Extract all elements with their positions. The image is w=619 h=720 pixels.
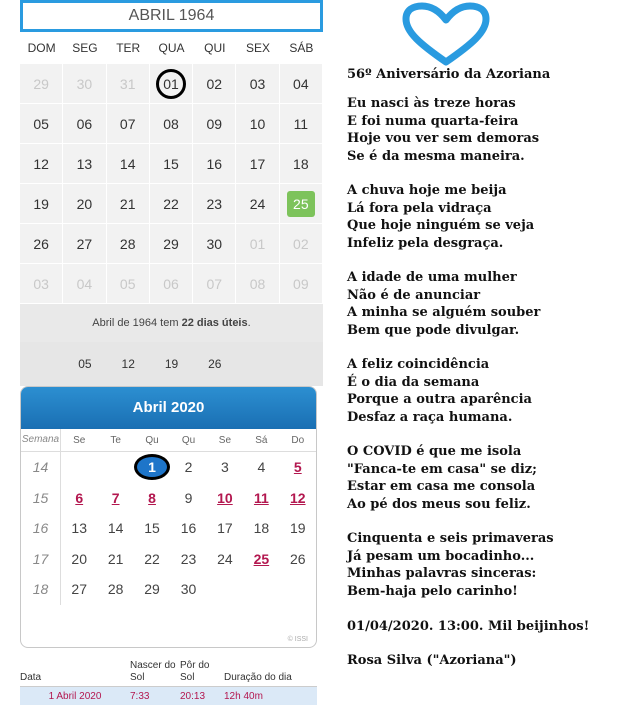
day-number: 23 <box>180 550 197 567</box>
sunday-date: 26 <box>208 357 222 371</box>
day-number: 14 <box>107 520 124 536</box>
day-number: 8 <box>148 489 156 506</box>
day-number: 13 <box>76 155 93 172</box>
day-cell[interactable] <box>61 544 97 575</box>
day-number: 3 <box>221 459 229 475</box>
day-cell[interactable] <box>193 144 236 184</box>
day-cell[interactable] <box>61 483 97 514</box>
day-cell[interactable] <box>134 452 170 483</box>
day-number: 24 <box>217 550 233 567</box>
day-cell[interactable] <box>97 483 133 514</box>
day-number: 16 <box>180 520 197 536</box>
day-cell[interactable] <box>207 513 243 544</box>
day-cell[interactable] <box>243 452 279 483</box>
day-cell[interactable] <box>63 224 106 264</box>
day-cell[interactable] <box>97 513 133 544</box>
day-number: 30 <box>206 235 223 252</box>
day-number: 11 <box>253 489 269 506</box>
poem-line: Que hoje ninguém se veja <box>347 218 535 234</box>
day-cell[interactable] <box>150 64 193 104</box>
weekday-label: QUI <box>204 41 226 55</box>
note-suffix: . <box>247 317 251 329</box>
day-cell[interactable] <box>280 544 316 575</box>
day-number: 28 <box>119 235 136 252</box>
note-text: Abril de 1964 tem <box>92 317 182 329</box>
day-number: 12 <box>33 155 49 172</box>
day-cell[interactable] <box>150 264 193 304</box>
day-cell[interactable] <box>150 224 193 264</box>
day-number: 20 <box>71 550 87 567</box>
day-number: 24 <box>249 195 266 212</box>
day-cell <box>207 574 243 605</box>
day-number: 03 <box>33 275 49 292</box>
calendar-2020-weekday-header <box>21 429 316 452</box>
day-number: 4 <box>257 459 266 475</box>
poem-stanza <box>347 530 615 600</box>
poem-title: 56º Aniversário da Azoriana <box>347 67 551 82</box>
day-number: 01 <box>249 235 266 252</box>
day-cell[interactable] <box>193 264 236 304</box>
day-cell[interactable] <box>134 544 170 575</box>
poem-line: Lá fora pela vidraça <box>347 200 492 216</box>
poem-stanza <box>347 356 615 426</box>
weekday-label: Do <box>291 434 305 446</box>
day-cell[interactable] <box>207 452 243 483</box>
calendar-footer-credit: © ISSI <box>287 636 308 643</box>
day-cell[interactable] <box>170 544 206 575</box>
week-column-label: Semana <box>21 429 61 451</box>
poem-line: Porque a outra aparência <box>347 392 532 408</box>
day-cell[interactable] <box>280 64 323 104</box>
day-number: 30 <box>180 581 197 597</box>
day-number: 27 <box>76 235 93 252</box>
day-cell[interactable] <box>150 104 193 144</box>
sunday-date: 05 <box>78 357 92 371</box>
day-cell[interactable] <box>107 104 150 144</box>
calendar-1964-weekday-header <box>20 32 323 64</box>
day-cell[interactable] <box>63 184 106 224</box>
poem-line: Bem-haja pelo carinho! <box>347 583 518 599</box>
day-number: 18 <box>293 155 309 172</box>
day-cell[interactable] <box>107 144 150 184</box>
poem-line: Já pesam um bocadinho... <box>347 548 535 564</box>
day-cell[interactable] <box>170 513 206 544</box>
column-header-date: Data <box>20 672 42 683</box>
week-row <box>21 483 316 514</box>
day-number: 5 <box>293 459 302 475</box>
weekday-label: Qu <box>145 434 159 446</box>
poem-line: Eu nasci às treze horas <box>347 96 516 112</box>
day-number: 13 <box>71 520 87 536</box>
day-cell[interactable] <box>207 483 243 514</box>
day-cell[interactable] <box>236 184 279 224</box>
day-cell[interactable] <box>236 264 279 304</box>
day-cell[interactable] <box>134 574 170 605</box>
poem-line: A idade de uma mulher <box>347 270 517 286</box>
day-number: 21 <box>119 195 136 212</box>
poem <box>347 66 615 687</box>
day-number: 10 <box>217 489 233 506</box>
day-number: 07 <box>206 275 223 292</box>
calendar-1964-title: ABRIL 1964 <box>20 0 323 32</box>
day-cell[interactable] <box>20 64 63 104</box>
day-cell[interactable] <box>63 144 106 184</box>
day-cell[interactable] <box>97 544 133 575</box>
poem-line: É o dia da semana <box>347 374 480 390</box>
day-number: 12 <box>289 489 306 506</box>
day-number: 19 <box>289 520 306 536</box>
day-number: 09 <box>206 115 223 132</box>
heart-icon <box>400 2 492 68</box>
poem-line: Cinquenta e seis primaveras <box>347 531 554 547</box>
day-number: 11 <box>293 115 309 132</box>
day-number: 01 <box>163 75 179 92</box>
day-number: 27 <box>71 581 87 597</box>
day-cell[interactable] <box>170 452 206 483</box>
weekday-label: SÁB <box>289 41 314 55</box>
day-number: 05 <box>33 115 49 132</box>
column-header-sunset: Pôr do Sol <box>180 660 210 683</box>
day-number: 2 <box>184 459 193 475</box>
poem-line: E foi numa quarta-feira <box>347 113 519 129</box>
poem-line: Estar em casa me consola <box>347 479 536 495</box>
weekday-label: DOM <box>27 41 56 55</box>
day-number: 23 <box>206 195 223 212</box>
poem-line: O COVID é que me isola <box>347 444 522 460</box>
day-cell[interactable] <box>280 144 323 184</box>
column-header-sunrise: Nascer do Sol <box>130 660 176 683</box>
day-number: 19 <box>33 195 49 212</box>
day-cell[interactable] <box>280 184 323 224</box>
day-number: 15 <box>163 155 179 172</box>
day-cell <box>243 574 279 605</box>
day-number: 9 <box>184 489 193 506</box>
poem-date-line: 01/04/2020. 13:00. Mil beijinhos! <box>347 618 590 634</box>
day-cell[interactable] <box>236 104 279 144</box>
day-number: 17 <box>217 520 233 536</box>
day-cell[interactable] <box>97 574 133 605</box>
weekday-label: Se <box>73 434 86 446</box>
poem-line: Minhas palavras sinceras: <box>347 566 537 582</box>
weekday-label: Te <box>110 434 121 446</box>
week-number: 16 <box>21 513 61 544</box>
day-cell[interactable] <box>236 224 279 264</box>
poem-stanza <box>347 269 615 339</box>
column-header-daylength: Duração do dia <box>224 672 292 683</box>
day-cell[interactable] <box>243 513 279 544</box>
day-cell[interactable] <box>107 264 150 304</box>
day-cell[interactable] <box>193 184 236 224</box>
poem-line: "Fanca-te em casa" se diz; <box>347 461 537 477</box>
day-cell <box>97 452 133 483</box>
week-number: 14 <box>21 452 61 483</box>
sunrise-sunset-table <box>20 652 317 705</box>
day-cell[interactable] <box>280 452 316 483</box>
day-cell[interactable] <box>170 483 206 514</box>
working-days-note <box>20 304 323 342</box>
day-number: 15 <box>144 520 160 536</box>
poem-line: Se é da mesma maneira. <box>347 148 525 164</box>
poem-line: Desfaz a raça humana. <box>347 409 513 425</box>
poem-stanza <box>347 443 615 513</box>
sun-table-header <box>20 652 317 687</box>
day-number: 25 <box>293 195 309 212</box>
day-number: 16 <box>206 155 223 172</box>
day-number: 10 <box>249 115 266 132</box>
weekday-label: Sá <box>255 434 268 446</box>
week-row <box>21 452 316 483</box>
day-cell[interactable] <box>107 64 150 104</box>
day-number: 31 <box>119 75 136 92</box>
day-number: 05 <box>119 275 136 292</box>
poem-line: Hoje vou ver sem demoras <box>347 131 540 147</box>
day-number: 25 <box>253 550 270 567</box>
day-cell[interactable] <box>63 264 106 304</box>
day-number: 26 <box>289 550 306 567</box>
week-row <box>21 574 316 605</box>
day-number: 26 <box>33 235 49 252</box>
day-cell[interactable] <box>107 184 150 224</box>
day-number: 04 <box>293 75 309 92</box>
day-number: 1 <box>148 459 156 475</box>
day-cell[interactable] <box>20 264 63 304</box>
note-bold-count: 22 dias úteis <box>181 317 248 329</box>
day-cell[interactable] <box>63 64 106 104</box>
day-cell[interactable] <box>63 104 106 144</box>
day-cell[interactable] <box>20 104 63 144</box>
calendar-april-1964 <box>20 0 323 386</box>
day-cell[interactable] <box>243 483 279 514</box>
day-cell[interactable] <box>280 483 316 514</box>
day-cell[interactable] <box>134 513 170 544</box>
day-cell[interactable] <box>193 224 236 264</box>
day-number: 17 <box>249 155 266 172</box>
weekday-label: QUA <box>158 41 185 55</box>
day-cell[interactable] <box>170 574 206 605</box>
day-cell[interactable] <box>207 544 243 575</box>
cell-sunrise: 7:33 <box>130 690 150 702</box>
cell-daylength: 12h 40m <box>224 690 263 702</box>
calendar-2020-days <box>21 452 316 605</box>
day-number: 02 <box>206 75 223 92</box>
day-number: 02 <box>293 235 309 252</box>
day-number: 06 <box>76 115 93 132</box>
day-number: 08 <box>249 275 266 292</box>
day-cell[interactable] <box>280 104 323 144</box>
weekday-label: TER <box>116 41 141 55</box>
day-number: 7 <box>111 489 120 506</box>
cell-date: 1 Abril 2020 <box>48 690 102 702</box>
week-row <box>21 544 316 575</box>
day-number: 03 <box>249 75 266 92</box>
week-number: 18 <box>21 574 61 605</box>
poem-stanza <box>347 95 615 165</box>
weekday-label: Se <box>218 434 232 446</box>
weekday-label: SEX <box>246 41 271 55</box>
poem-line: A minha se alguém souber <box>347 305 541 321</box>
sunday-date: 19 <box>164 357 179 371</box>
day-cell[interactable] <box>280 264 323 304</box>
day-cell[interactable] <box>236 144 279 184</box>
poem-stanzas <box>347 95 615 600</box>
day-number: 20 <box>76 195 93 212</box>
day-cell[interactable] <box>280 513 316 544</box>
day-number: 28 <box>107 581 124 597</box>
poem-line: A chuva hoje me beija <box>347 183 507 199</box>
day-cell[interactable] <box>20 144 63 184</box>
sunday-date: 12 <box>121 357 135 371</box>
day-cell[interactable] <box>243 544 279 575</box>
day-number: 6 <box>75 489 84 506</box>
day-number: 29 <box>144 581 160 597</box>
sundays-row <box>20 342 323 386</box>
day-number: 07 <box>119 115 136 132</box>
poem-line: Ao pé dos meus sou feliz. <box>347 496 531 512</box>
calendar-2020-title: Abril 2020 <box>21 387 316 429</box>
weekday-label: Qu <box>181 434 196 446</box>
day-number: 30 <box>76 75 93 92</box>
day-number: 21 <box>107 550 124 567</box>
day-number: 29 <box>163 235 179 252</box>
day-number: 22 <box>163 195 179 212</box>
cell-sunset: 20:13 <box>180 690 206 702</box>
day-number: 06 <box>163 275 179 292</box>
calendar-1964-days-grid <box>20 64 323 304</box>
day-cell[interactable] <box>107 224 150 264</box>
day-number: 22 <box>144 550 160 567</box>
poem-line: Bem que pode divulgar. <box>347 322 520 338</box>
day-cell[interactable] <box>134 483 170 514</box>
day-cell[interactable] <box>193 64 236 104</box>
week-number: 17 <box>21 544 61 575</box>
day-cell[interactable] <box>280 224 323 264</box>
poem-stanza <box>347 182 615 252</box>
week-row <box>21 513 316 544</box>
day-cell[interactable] <box>20 224 63 264</box>
day-cell[interactable] <box>20 184 63 224</box>
day-cell <box>61 452 97 483</box>
day-number: 14 <box>119 155 136 172</box>
weekday-label: SEG <box>72 41 98 55</box>
day-number: 29 <box>33 75 49 92</box>
poem-signature: Rosa Silva ("Azoriana") <box>347 653 517 669</box>
day-cell[interactable] <box>236 64 279 104</box>
day-cell[interactable] <box>150 144 193 184</box>
day-cell[interactable] <box>61 574 97 605</box>
calendar-april-2020 <box>20 386 317 648</box>
day-number: 09 <box>293 275 309 292</box>
week-number: 15 <box>21 483 61 514</box>
poem-line: Não é de anunciar <box>347 287 481 303</box>
day-number: 18 <box>253 520 270 536</box>
day-cell[interactable] <box>193 104 236 144</box>
day-number: 08 <box>163 115 179 132</box>
poem-line: Infeliz pela desgraça. <box>347 235 504 251</box>
day-cell[interactable] <box>61 513 97 544</box>
day-cell <box>280 574 316 605</box>
sun-table-row <box>20 687 317 705</box>
day-number: 04 <box>76 275 93 292</box>
day-cell[interactable] <box>150 184 193 224</box>
poem-line: A feliz coincidência <box>347 357 490 373</box>
